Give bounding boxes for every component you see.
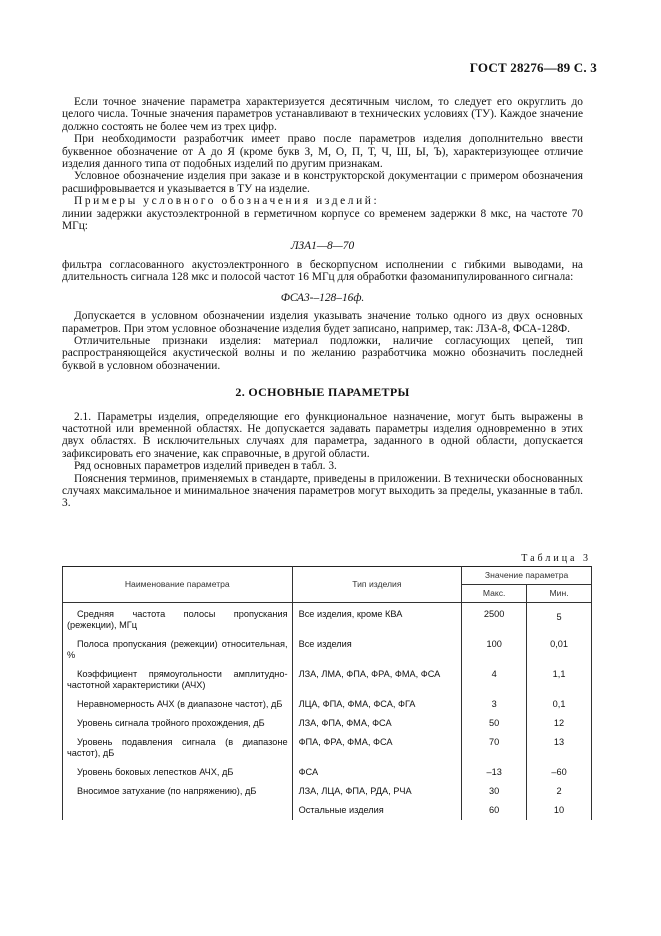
cell-type: ФПА, ФРА, ФМА, ФСА: [292, 733, 462, 763]
cell-max: 60: [462, 801, 527, 820]
cell-min: 5: [527, 603, 592, 636]
header-product-type: Тип изделия: [292, 567, 462, 603]
cell-min: 0,01: [527, 635, 592, 665]
cell-min: 1,1: [527, 665, 592, 695]
table-row: [63, 714, 592, 733]
table-row: [63, 782, 592, 801]
header-min: Мин.: [527, 585, 592, 603]
paragraph-distinguishing-features: Отличительные признаки изделия: материал подложки, наличие согласующих цепей, тип распространяющейся акустической волны и по желанию разработчика можно обозначить последней буквой в условном обозначении.: [62, 334, 583, 372]
body-text: [62, 96, 583, 510]
cell-min: 12: [527, 714, 592, 733]
cell-type: Все изделия: [292, 635, 462, 665]
cell-type: ЛЦА, ФПА, ФМА, ФСА, ФГА: [292, 695, 462, 714]
paragraph-rounding: Если точное значение параметра характеризуется десятичным числом, то следует его округлить до целого числа. Точные значения параметров устанавливают в технических условиях (ТУ). Каждое значение должно состоять не более чем из трех цифр.: [62, 96, 583, 133]
cell-type: ЛЗА, ЛМА, ФПА, ФРА, ФМА, ФСА: [292, 665, 462, 695]
cell-min: 2: [527, 782, 592, 801]
cell-type: ЛЗА, ЛЦА, ФПА, РДА, РЧА: [292, 782, 462, 801]
cell-min: 10: [527, 801, 592, 820]
cell-max: 50: [462, 714, 527, 733]
paragraph-letter-designation: При необходимости разработчик имеет право после параметров изделия дополнительно ввести буквенное обозначение от А до Я (кроме букв З, М, О, П, Т, Ч, Ш, Ы, Ъ), характеризующее отличие изделия данного типа от подобных изделий по другим признакам.: [62, 133, 583, 171]
cell-name: Полоса пропускания (режекции) относительная, %: [63, 635, 293, 665]
examples-heading: Примеры условного обозначения изделий:: [74, 195, 380, 208]
section-heading: 2. ОСНОВНЫЕ ПАРАМЕТРЫ: [235, 385, 410, 400]
cell-type: ЛЗА, ФПА, ФМА, ФСА: [292, 714, 462, 733]
table-row: [63, 603, 592, 636]
cell-max: 100: [462, 635, 527, 665]
cell-name: Уровень сигнала тройного прохождения, дБ: [63, 714, 293, 733]
cell-name: Уровень боковых лепестков АЧХ, дБ: [63, 763, 293, 782]
header-parameter-value: Значение параметра: [462, 567, 592, 585]
cell-name: Уровень подавления сигнала (в диапазоне частот), дБ: [63, 733, 293, 763]
cell-max: 70: [462, 733, 527, 763]
table-row: [63, 635, 592, 665]
cell-name: Вносимое затухание (по напряжению), дБ: [63, 782, 293, 801]
paragraph-table-reference: Ряд основных параметров изделий приведен в табл. 3.: [74, 460, 337, 473]
cell-name: [63, 801, 293, 820]
table-row: [63, 733, 592, 763]
header-max: Макс.: [462, 585, 527, 603]
table-row: [63, 763, 592, 782]
paragraph-terms: Пояснения терминов, применяемых в стандарте, приведены в приложении. В технически обоснованных случаях максимальное и минимальное значения параметров могут выходить за пределы, указанные в табл. 3.: [62, 472, 583, 510]
cell-max: 3: [462, 695, 527, 714]
example-1-description: линии задержки акустоэлектронной в герметичном корпусе со временем задержки 8 мкс, на частоте 70 МГц:: [62, 207, 583, 233]
cell-type: ФСА: [292, 763, 462, 782]
table-row: [63, 695, 592, 714]
paragraph-single-parameter: Допускается в условном обозначении изделия указывать значение только одного из двух основных параметров. При этом условное обозначение изделия будет записано, например, так: ЛЗА-8, ФСА-128Ф.: [62, 310, 583, 335]
cell-min: 13: [527, 733, 592, 763]
cell-max: 4: [462, 665, 527, 695]
table-row: [63, 665, 592, 695]
cell-name: Коэффициент прямоугольности амплитудно-частотной характеристики (АЧХ): [63, 665, 293, 695]
cell-type: Остальные изделия: [292, 801, 462, 820]
parameters-table: [62, 566, 592, 820]
header-parameter-name: Наименование параметра: [63, 567, 293, 603]
cell-name: Средняя частота полосы пропускания (режекции), МГц: [63, 603, 293, 636]
paragraph-designation-order: Условное обозначение изделия при заказе и в конструкторской документации с примером обозначения расшифровывается и указывается в ТУ на изделие.: [62, 170, 583, 195]
paragraph-2-1: 2.1. Параметры изделия, определяющие его функциональное назначение, могут быть выражены в частотной или временной областях. Не допускается задавать параметры изделия одновременно в этих двух областях. В исключительных случаях для параметра, заданного в одной области, допускается зафиксировать его значение, как справочные, в другой области.: [62, 410, 583, 460]
cell-max: –13: [462, 763, 527, 782]
cell-type: Все изделия, кроме КВА: [292, 603, 462, 636]
table-caption: Таблица 3: [521, 553, 591, 564]
table-row: [63, 801, 592, 820]
cell-max: 2500: [462, 603, 527, 636]
example-1-code: ЛЗА1—8—70: [290, 240, 355, 253]
cell-min: –60: [527, 763, 592, 782]
cell-max: 30: [462, 782, 527, 801]
example-2-description: фильтра согласованного акустоэлектронного в бескорпусном исполнении с гибкими выводами, на длительность сигнала 128 мкс и полосой частот 16 МГц для обработки фазоманипулированного сигнала:: [62, 258, 583, 284]
cell-name: Неравномерность АЧХ (в диапазоне частот), дБ: [63, 695, 293, 714]
cell-min: 0,1: [527, 695, 592, 714]
example-2-code: ФСА3-–128–16ф.: [280, 291, 365, 304]
page-header: ГОСТ 28276—89 С. 3: [469, 60, 597, 75]
